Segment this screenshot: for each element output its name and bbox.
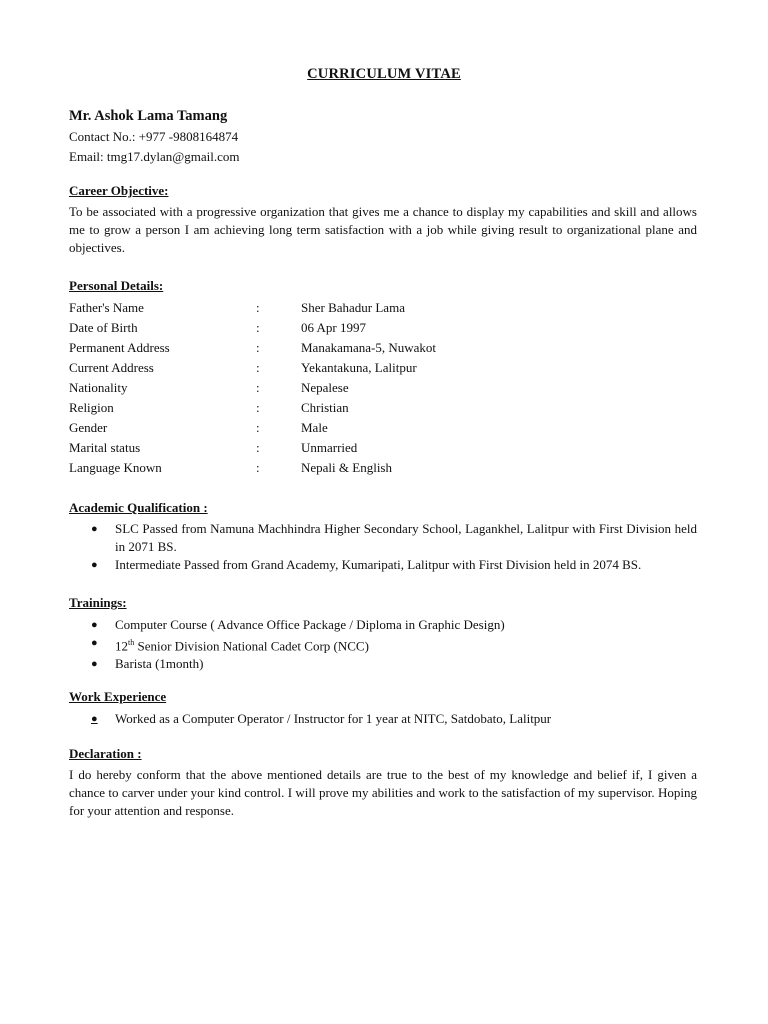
list-item (69, 556, 697, 574)
list-item (69, 616, 697, 634)
training-item-text: Barista (1month) (115, 656, 204, 672)
list-item (69, 520, 697, 556)
detail-value: Nepali & English (301, 460, 392, 475)
personal-details-table (69, 298, 697, 478)
career-objective-text: To be associated with a progressive organization that gives me a chance to display my capabilities and skill and allows me to grow a person I am achieving long term satisfaction with a job while giving result to organizational plane and objectives. (69, 204, 697, 255)
detail-label: Nationality (69, 380, 128, 395)
detail-label: Current Address (69, 360, 154, 375)
detail-value: Sher Bahadur Lama (301, 300, 405, 315)
contact-number: Contact No.: +977 -9808164874 (69, 129, 239, 144)
bullet-icon: ● (91, 619, 98, 631)
detail-label: Father's Name (69, 300, 144, 315)
detail-value: 06 Apr 1997 (301, 320, 366, 335)
bullet-icon: ● (91, 523, 98, 535)
detail-colon: : (256, 300, 260, 315)
detail-row (69, 418, 697, 438)
declaration-heading: Declaration : (69, 746, 142, 761)
detail-colon: : (256, 460, 260, 475)
detail-colon: : (256, 400, 260, 415)
training-item-superscript: th (128, 638, 135, 647)
detail-colon: : (256, 320, 260, 335)
detail-row (69, 338, 697, 358)
detail-value: Nepalese (301, 380, 349, 395)
academic-item-text: SLC Passed from Namuna Machhindra Higher Secondary School, Lagankhel, Lalitpur with First Division held in 2071 BS. (115, 521, 697, 554)
detail-value: Yekantakuna, Lalitpur (301, 360, 417, 375)
detail-value: Christian (301, 400, 349, 415)
academic-qualification-heading: Academic Qualification : (69, 500, 208, 515)
bullet-icon: ● (91, 658, 98, 671)
academic-list (69, 520, 697, 574)
detail-label: Religion (69, 400, 114, 415)
bullet-icon: ● (91, 713, 98, 725)
personal-details-heading: Personal Details: (69, 278, 164, 293)
detail-colon: : (256, 440, 260, 455)
detail-label: Gender (69, 420, 108, 435)
detail-row (69, 358, 697, 378)
training-item-text: Computer Course ( Advance Office Package / Diploma in Graphic Design) (115, 617, 505, 632)
trainings-list (69, 616, 697, 673)
detail-colon: : (256, 360, 260, 375)
email-address: Email: tmg17.dylan@gmail.com (69, 149, 240, 164)
career-objective-heading: Career Objective: (69, 183, 169, 198)
detail-colon: : (256, 380, 260, 395)
list-item (69, 710, 697, 728)
work-item-text: Worked as a Computer Operator / Instructor for 1 year at NITC, Satdobato, Lalitpur (115, 711, 552, 726)
detail-row (69, 298, 697, 318)
detail-label: Language Known (69, 460, 162, 475)
training-item-text: Senior Division National Cadet Corp (NCC) (134, 638, 369, 654)
trainings-heading: Trainings: (69, 595, 127, 610)
bullet-icon: ● (91, 559, 98, 571)
work-experience-heading: Work Experience (69, 689, 167, 704)
document-title: CURRICULUM VITAE (307, 66, 461, 82)
list-item (69, 634, 697, 655)
training-item-number: 12 (115, 638, 128, 654)
detail-row (69, 438, 697, 458)
work-list (69, 710, 697, 728)
detail-row (69, 378, 697, 398)
bullet-icon: ● (91, 637, 98, 649)
detail-label: Permanent Address (69, 340, 170, 355)
detail-row (69, 398, 697, 418)
detail-colon: : (256, 420, 260, 435)
detail-colon: : (256, 340, 260, 355)
academic-item-text: Intermediate Passed from Grand Academy, Kumaripati, Lalitpur with First Division held in 2074 BS. (115, 557, 642, 572)
detail-row (69, 318, 697, 338)
detail-label: Marital status (69, 440, 141, 455)
candidate-name: Mr. Ashok Lama Tamang (69, 108, 228, 124)
detail-row (69, 458, 697, 478)
list-item (69, 655, 697, 673)
declaration-text: I do hereby conform that the above mentioned details are true to the best of my knowledge and belief if, I given a chance to carver under your kind control. I will prove my abilities and work to the satisfaction of my supervisor. Hoping for your attention and response. (69, 767, 697, 818)
detail-label: Date of Birth (69, 320, 138, 335)
detail-value: Unmarried (301, 440, 358, 455)
detail-value: Male (301, 420, 328, 435)
detail-value: Manakamana-5, Nuwakot (301, 340, 437, 355)
